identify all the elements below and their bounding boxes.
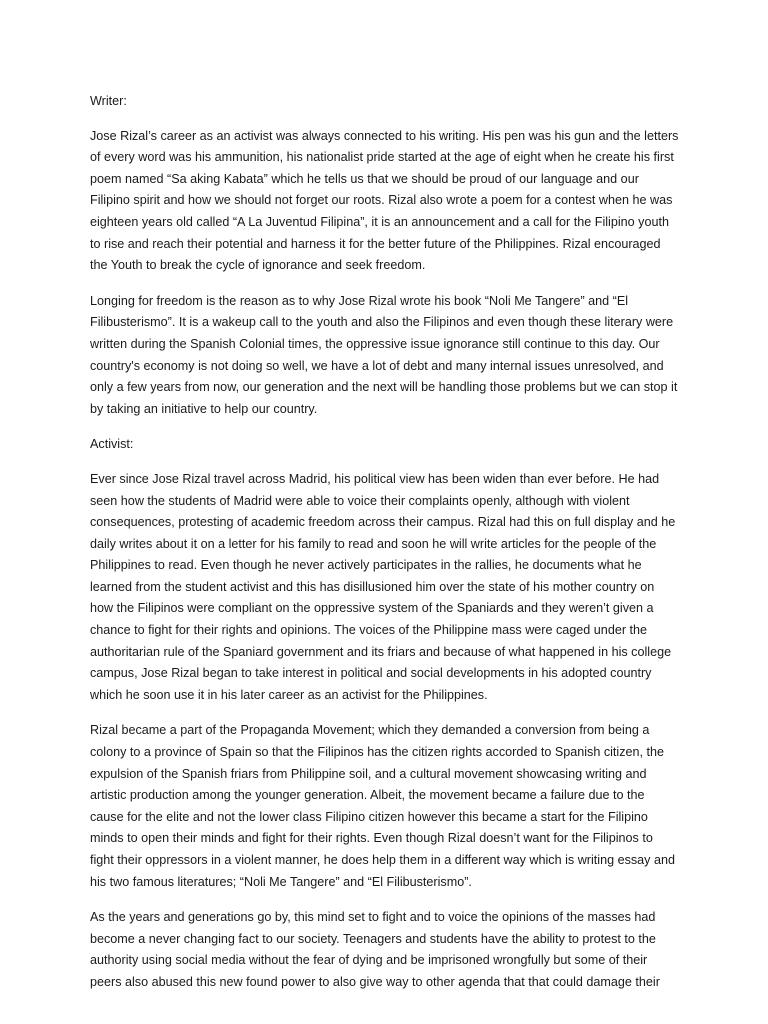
section-heading-writer: Writer: — [90, 94, 127, 108]
activist-paragraph-2: Rizal became a part of the Propaganda Movement; which they demanded a conversion from being a colony to a province of Spain so that the Filipinos has the citizen rights accorded to Spanish citizen, the expulsion of the Spanish friars from Philippine soil, and a cultural movement showcasing writing and artistic production among the younger generation. Albeit, the movement became a failure due to the cause for the elite and not the lower class Filipino citizen however this became a start for the Filipino minds to open their minds and fight for their rights. Even though Rizal doesn’t want for the Filipinos to fight their oppressors in a violent manner, he does help them in a different way which is writing essay and his two famous literatures; “Noli Me Tangere” and “El Filibusterismo”. — [90, 723, 675, 889]
activist-paragraph-3: As the years and generations go by, this mind set to fight and to voice the opinions of the masses had become a never changing fact to our society. Teenagers and students have the ability to protest to the authority using social media without the fear of dying and be imprisoned wrongfully but some of their peers also abused this new found power to also give way to other agenda that that could damage their — [90, 910, 660, 989]
writer-paragraph-2: Longing for freedom is the reason as to why Jose Rizal wrote his book “Noli Me Tangere” and “El Filibusterismo”. It is a wakeup call to the youth and also the Filipinos and even though these literary were written during the Spanish Colonial times, the oppressive issue ignorance still continue to this day. Our country's economy is not doing so well, we have a lot of debt and many internal issues unresolved, and only a few years from now, our generation and the next will be handling those problems but we can stop it by taking an initiative to help our country. — [90, 293, 678, 416]
document-body — [90, 91, 680, 1008]
section-heading-activist: Activist: — [90, 437, 134, 452]
activist-paragraph-1: Ever since Jose Rizal travel across Madrid, his political view has been widen than ever before. He had seen how the students of Madrid were able to voice their complaints openly, although with violent consequences, protesting of academic freedom across their campus. Rizal had this on full display and he daily writes about it on a letter for his family to read and soon he will write articles for the people of the Philippines to read. Even though he never actively participates in the rallies, he documents what he learned from the student activist and this has disillusioned him over the state of his mother country on how the Filipinos were compliant on the oppressive system of the Spaniards and they weren’t given a chance to fight for their rights and opinions. The voices of the Philippine mass were caged under the authoritarian rule of the Spaniard government and its friars and because of what happened in his college campus, Jose Rizal began to take interest in political and social developments in his adopted country which he soon use it in his later career as an activist for the Philippines. — [90, 471, 676, 702]
writer-paragraph-1: Jose Rizal’s career as an activist was always connected to his writing. His pen was his gun and the letters of every word was his ammunition, his nationalist pride started at the age of eight when he create his first poem named “Sa aking Kabata” which he tells us that we should be proud of our language and our Filipino spirit and how we should not forget our roots. Rizal also wrote a poem for a contest when he was eighteen years old called “A La Juventud Filipina”, it is an announcement and a call for the Filipino youth to rise and reach their potential and harness it for the better future of the Philippines. Rizal encouraged the Youth to break the cycle of ignorance and seek freedom. — [90, 128, 679, 273]
